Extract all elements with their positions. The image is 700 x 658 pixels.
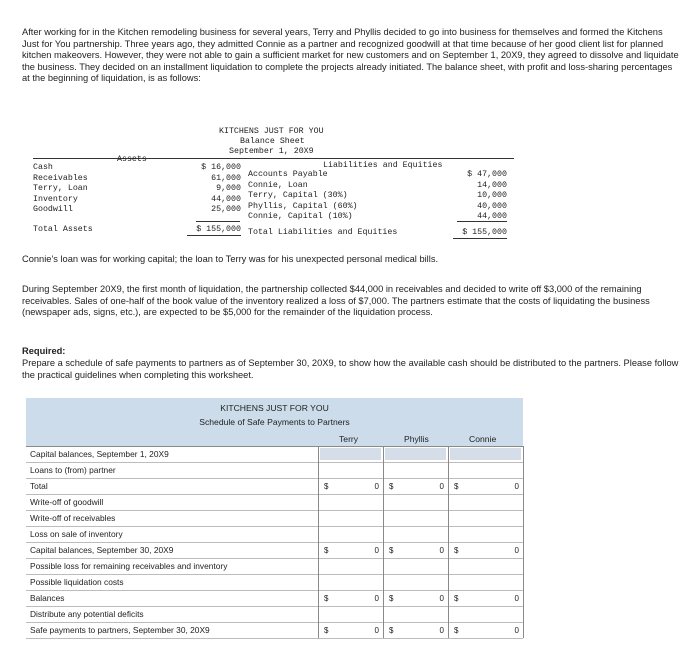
worksheet-total-value: 0 — [514, 594, 519, 603]
bs-liab-label: Phyllis, Capital (60%) — [248, 201, 358, 211]
loan-note: Connie's loan was for working capital; the loan to Terry was for his unexpected personal medical bills. — [22, 254, 439, 264]
bs-liab-label: Connie, Capital (10%) — [248, 212, 353, 221]
worksheet-input-cell[interactable] — [320, 496, 381, 508]
currency-symbol: $ — [454, 482, 459, 491]
bs-asset-label: Goodwill — [33, 205, 73, 214]
bs-asset-label: Cash — [33, 163, 53, 172]
safe-payments-worksheet — [26, 398, 523, 640]
column-divider — [383, 446, 384, 638]
worksheet-row-label: Possible loss for remaining receivables and inventory — [30, 561, 228, 571]
bs-asset-label: Terry, Loan — [33, 184, 88, 193]
worksheet-row-label: Write-off of receivables — [30, 513, 116, 523]
column-terry: Terry — [339, 434, 359, 444]
worksheet-input-cell[interactable] — [320, 464, 381, 476]
currency-symbol: $ — [454, 594, 459, 603]
worksheet-total-value: 0 — [514, 626, 519, 635]
worksheet-input-cell[interactable] — [450, 448, 521, 460]
bs-liab-value: 40,000 — [477, 201, 507, 211]
column-divider — [318, 446, 319, 638]
worksheet-input-cell[interactable] — [450, 512, 521, 524]
bs-asset-value: $ 16,000 — [201, 163, 241, 172]
bs-top-rule — [33, 158, 514, 159]
grid-top-border — [26, 446, 523, 447]
worksheet-input-cell[interactable] — [320, 608, 381, 620]
worksheet-total-value: 0 — [439, 594, 444, 603]
bs-liab-value: 14,000 — [477, 180, 507, 190]
required-text: Prepare a schedule of safe payments to partners as of September 30, 20X9, to show how the available cash should be distributed to the partners. Please follow the practical guidelines when completing this worksheet. — [22, 358, 679, 380]
worksheet-row-label: Capital balances, September 30, 20X9 — [30, 545, 174, 555]
september-paragraph: During September 20X9, the first month of liquidation, the partnership collected $44,000 in receivables and decided to write off $3,000 of the remaining receivables. Sales of one-half of the book value of the inventory realized a loss of $7,000. The partners estimate that the costs of liquidating the business (newspaper ads, signs, etc.), are expected to be $5,000 for the remainder of the liquidation process. — [22, 284, 650, 318]
bs-liab-total-value: $ 155,000 — [462, 228, 507, 237]
column-divider — [523, 446, 524, 638]
bs-asset-total-label: Total Assets — [33, 225, 93, 234]
worksheet-row-label: Safe payments to partners, September 30, 20X9 — [30, 625, 210, 635]
bs-assets-header: Assets — [117, 155, 147, 164]
currency-symbol: $ — [454, 626, 459, 635]
required-heading: Required: — [22, 346, 66, 356]
worksheet-input-cell[interactable] — [320, 576, 381, 588]
worksheet-row-label: Write-off of goodwill — [30, 497, 104, 507]
worksheet-input-cell[interactable] — [385, 576, 446, 588]
worksheet-input-cell[interactable] — [320, 448, 381, 460]
bs-asset-total-value: $ 155,000 — [196, 225, 241, 234]
currency-symbol: $ — [324, 482, 329, 491]
bs-liab-label: Terry, Capital (30%) — [248, 191, 348, 200]
worksheet-row-label: Loans to (from) partner — [30, 465, 116, 475]
currency-symbol: $ — [389, 482, 394, 491]
worksheet-input-cell[interactable] — [320, 528, 381, 540]
worksheet-total-value: 0 — [374, 594, 379, 603]
worksheet-total-value: 0 — [514, 546, 519, 555]
worksheet-input-cell[interactable] — [385, 464, 446, 476]
worksheet-total-value: 0 — [374, 626, 379, 635]
worksheet-title: Schedule of Safe Payments to Partners — [199, 417, 350, 427]
worksheet-input-cell[interactable] — [450, 528, 521, 540]
worksheet-row-label: Total — [30, 481, 48, 491]
worksheet-input-cell[interactable] — [385, 448, 446, 460]
intro-paragraph: After working for in the Kitchen remodeling business for several years, Terry and Phyllis decided to go into business for themselves and formed the Kitchens Just for You partnership. Three years ago, they admitted Connie as a partner and recognized goodwill at that time because of her good client list for planned kitchen makeovers. However, they were not able to gain a sufficient market for new customers and on September 1, 20X9, they agreed to dissolve and liquidate the business. They decided on an installment liquidation to complete the projects already initiated. The balance sheet, with profit and loss-sharing percentages at the beginning of liquidation, is as follows: — [22, 27, 679, 84]
bs-asset-value: 44,000 — [211, 194, 241, 204]
worksheet-input-cell[interactable] — [385, 496, 446, 508]
currency-symbol: $ — [324, 546, 329, 555]
column-connie: Connie — [469, 434, 497, 444]
bs-asset-double-rule — [187, 235, 241, 236]
worksheet-input-cell[interactable] — [320, 512, 381, 524]
currency-symbol: $ — [324, 626, 329, 635]
worksheet-input-cell[interactable] — [320, 560, 381, 572]
bs-liab-value: 10,000 — [477, 191, 507, 200]
worksheet-input-cell[interactable] — [450, 608, 521, 620]
worksheet-row-label: Capital balances, September 1, 20X9 — [30, 449, 169, 459]
worksheet-total-value: 0 — [374, 546, 379, 555]
worksheet-company: KITCHENS JUST FOR YOU — [220, 403, 329, 413]
worksheet-input-cell[interactable] — [450, 496, 521, 508]
worksheet-row-label: Distribute any potential deficits — [30, 609, 144, 619]
bs-asset-total-rule — [196, 221, 240, 222]
worksheet-input-cell[interactable] — [450, 576, 521, 588]
bs-liab-label: Connie, Loan — [248, 180, 308, 190]
bs-title: Balance Sheet — [240, 137, 305, 146]
bs-asset-value: 25,000 — [211, 205, 241, 214]
currency-symbol: $ — [389, 626, 394, 635]
column-divider — [448, 446, 449, 638]
worksheet-row-label: Loss on sale of inventory — [30, 529, 123, 539]
worksheet-input-cell[interactable] — [385, 608, 446, 620]
worksheet-input-cell[interactable] — [450, 560, 521, 572]
worksheet-total-value: 0 — [439, 626, 444, 635]
worksheet-input-cell[interactable] — [385, 528, 446, 540]
bs-liab-label: Accounts Payable — [248, 170, 328, 179]
worksheet-header — [26, 398, 523, 446]
currency-symbol: $ — [389, 546, 394, 555]
bs-liab-header: Liabilities and Equities — [323, 161, 443, 170]
worksheet-total-value: 0 — [439, 546, 444, 555]
bs-liab-double-rule — [453, 238, 507, 239]
currency-symbol: $ — [324, 594, 329, 603]
worksheet-row-label: Possible liquidation costs — [30, 577, 124, 587]
bs-asset-label: Inventory — [33, 194, 78, 204]
worksheet-row-label: Balances — [30, 593, 65, 603]
row-divider — [26, 638, 523, 639]
bs-asset-label: Receivables — [33, 173, 88, 183]
bs-date: September 1, 20X9 — [229, 147, 314, 156]
bs-asset-value: 9,000 — [216, 184, 241, 193]
bs-asset-value: 61,000 — [211, 173, 241, 183]
worksheet-total-value: 0 — [439, 482, 444, 491]
column-phyllis: Phyllis — [404, 434, 429, 444]
bs-liab-total-rule — [457, 221, 507, 222]
worksheet-input-cell[interactable] — [385, 512, 446, 524]
bs-liab-value: 44,000 — [477, 212, 507, 221]
bs-company: KITCHENS JUST FOR YOU — [219, 127, 324, 136]
worksheet-input-cell[interactable] — [450, 464, 521, 476]
worksheet-total-value: 0 — [514, 482, 519, 491]
worksheet-total-value: 0 — [374, 482, 379, 491]
currency-symbol: $ — [389, 594, 394, 603]
currency-symbol: $ — [454, 546, 459, 555]
worksheet-input-cell[interactable] — [385, 560, 446, 572]
bs-liab-value: $ 47,000 — [467, 170, 507, 179]
bs-liab-total-label: Total Liabilities and Equities — [248, 228, 398, 237]
